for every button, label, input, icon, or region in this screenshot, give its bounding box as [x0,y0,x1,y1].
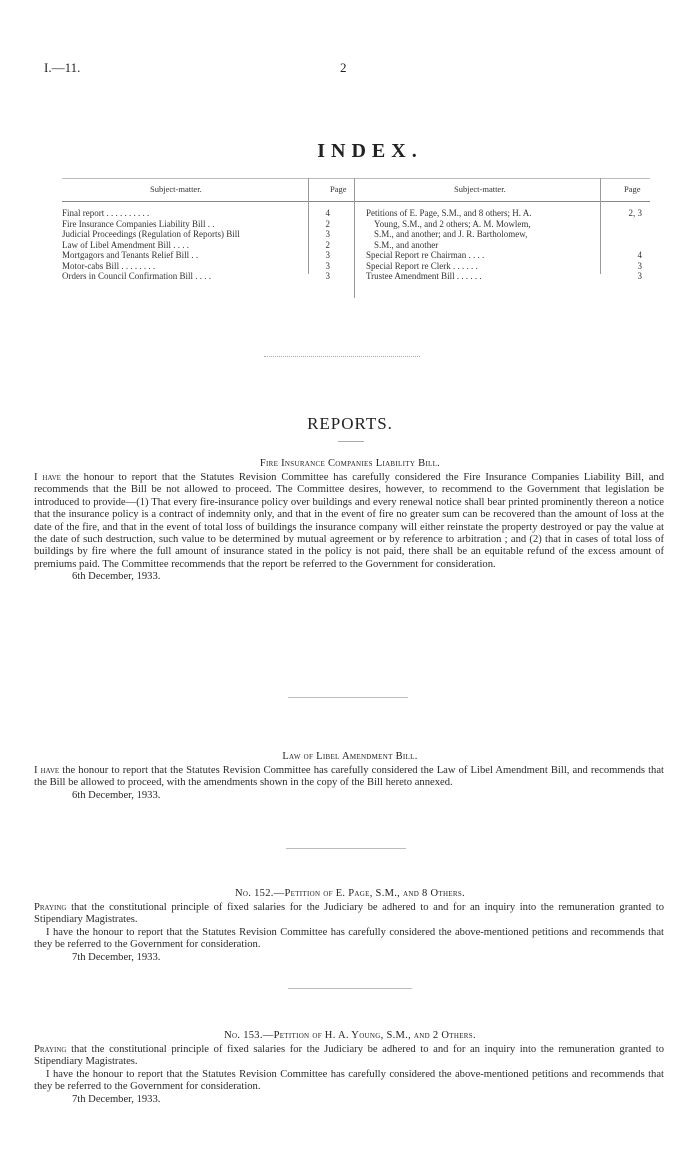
index-entry: Young, S.M., and 2 others; A. M. Mowlem, [374,218,531,229]
report-fire-insurance: I have the honour to report that the Statutes Revision Committee has carefully considered the Fire Insurance Companies Liability Bill, and recommends that the Bill be not allowed to proceed. The Committee desires, however, to recommend to the Government that legislation be introduced to provide—(1) That every fire-insurance policy over buildings and every renewal notice shall bear printed prominently thereon a notice that the insurance policy is a contract of indemnity only, and that in the event of fire no greater sum can be recovered than the amount of loss at the date of the fire, and that in the event of total loss of buildings the insurance company will either reinstate the property destroyed or pay the value at the date of such destruction, such value to be determined by mutual agreement or by reference to arbitration ; and (2) that in cases of total loss of buildings by fire where the full amount of insurance stated in the policy is not paid, there shall be an equitable refund of the excess amount of premiums paid. The Committee recommends that the report be referred to the Government for consideration. 6th December, 1933. [34,472,665,583]
index-entry: S.M., and another [374,239,439,250]
index-col-subject-left: Subject-matter. [150,184,202,194]
report-date: 7th December, 1933. [72,1093,161,1105]
report-date: 6th December, 1933. [72,789,161,801]
index-right-column [366,208,650,282]
page-number: 2 [340,60,347,75]
index-col-subject-right: Subject-matter. [454,184,506,194]
index-entry: Fire Insurance Companies Liability Bill . . 2 [62,218,330,229]
index-entry: Special Report re Clerk . . . . . . 3 [366,260,642,271]
index-entry: Motor-cabs Bill . . . . . . . . 3 [62,260,330,271]
index-col-page-left: Page [330,184,347,194]
document-code: I.—11. [44,60,81,75]
section-rule [338,441,364,442]
section-rule [288,988,412,989]
index-divider [354,178,355,298]
index-entry: Orders in Council Confirmation Bill . . . . 3 [62,271,330,281]
section-heading-fire-insurance: Fire Insurance Companies Liability Bill. [259,458,441,469]
index-entry: Special Report re Chairman . . . . 4 [366,250,642,260]
index-entry: Judicial Proceedings (Regulation of Reports) Bill 3 [62,229,330,239]
report-date: 6th December, 1933. [72,571,161,583]
index-col-page-right: Page [624,184,641,194]
section-heading-libel: Law of Libel Amendment Bill. [282,751,418,762]
section-heading-petition-152: No. 152.—Petition of E. Page, S.M., and 8 Others. [235,888,465,899]
index-title: INDEX. [317,140,423,162]
index-entry: Final report . . . . . . . . . . 4 [62,208,330,218]
index-entry: Mortgagors and Tenants Relief Bill . . 3 [62,250,330,260]
report-libel: I have the honour to report that the Statutes Revision Committee has carefully considered the Law of Libel Amendment Bill, and recommends that the Bill be allowed to proceed, with the amendments shown in the copy of the Bill hereto annexed. 6th December, 1933. [34,765,664,801]
reports-title: REPORTS. [307,414,393,433]
index-entry: Trustee Amendment Bill . . . . . . 3 [366,271,642,281]
section-rule [286,848,406,849]
section-rule [288,697,408,698]
report-petition-153: Praying that the constitutional principle of fixed salaries for the Judiciary be adhered to and for an inquiry into the remuneration granted to Stipendiary Magistrates. I have the honour to report that the Statutes Revision Committee has carefully considered the above-mentioned petitions and recommends that they be referred to the Government for consideration. 7th December, 1933. [34,1044,664,1105]
report-date: 7th December, 1933. [72,951,161,963]
report-petition-152: Praying that the constitutional principle of fixed salaries for the Judiciary be adhered to and for an inquiry into the remuneration granted to Stipendiary Magistrates. I have the honour to report that the Statutes Revision Committee has carefully considered the above-mentioned petitions and recommends that they be referred to the Government for consideration. 7th December, 1933. [34,902,664,963]
index-header-row [62,178,650,202]
index-entry: S.M., and another; and J. R. Bartholomew, [374,229,528,239]
index-left-column [62,208,342,282]
index-entry: Law of Libel Amendment Bill . . . . 2 [62,239,330,250]
index-entry: Petitions of E. Page, S.M., and 8 others; H. A. 2, 3 [366,208,642,218]
index-table [62,178,650,281]
section-heading-petition-153: No. 153.—Petition of H. A. Young, S.M., and 2 Others. [224,1030,476,1041]
section-rule [264,356,420,357]
